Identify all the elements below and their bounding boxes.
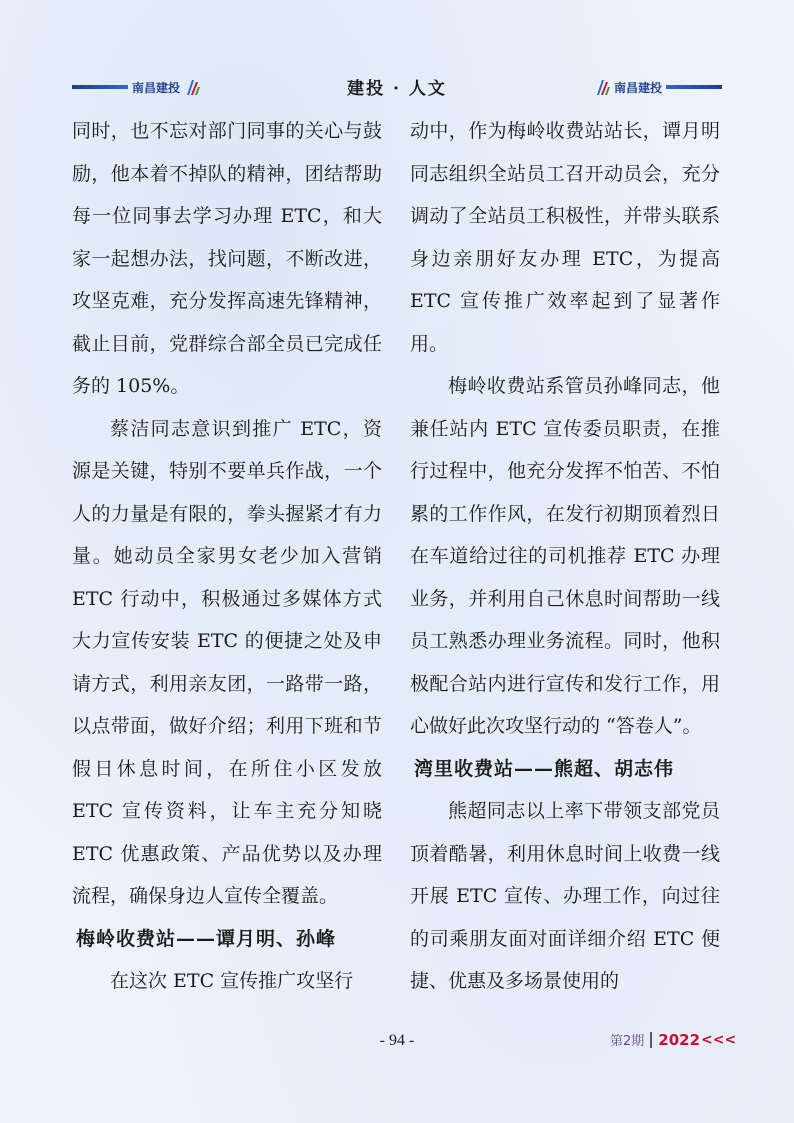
paragraph: 动中，作为梅岭收费站站长，谭月明同志组织全站员工召开动员会，充分调动了全站员工积极性，并带头联系身边亲朋好友办理 ETC，为提高 ETC 宣传推广效率起到了显著作用。 [410, 120, 720, 355]
section-title: 建投 · 人文 [347, 79, 447, 99]
brand-name-left: 南昌建投 [132, 80, 181, 95]
paragraph: 梅岭收费站系管员孙峰同志，他兼任站内 ETC 宣传委员职责，在推行过程中，他充分发挥不怕苦、不怕累的工作作风，在发行初期顶着烈日在车道给过往的司机推荐 ETC 办理业务，并利用自己休息时间帮助一线员工熟悉办理业务流程。同时，他积极配合站内进行宣传和发行工作，用心做好此次攻坚行动的 “答卷人”。 [410, 375, 720, 737]
issue-badge [610, 1030, 736, 1049]
paragraph: 同时，也不忘对部门同事的关心与鼓励，他本着不掉队的精神，团结帮助每一位同事去学习办理 ETC，和大家一起想办法，找问题，不断改进，攻坚克难，充分发挥高速先锋精神，截止目前，党群综合部全员已完成任务的 105%。 [72, 120, 382, 397]
issue-number: 第2期 [610, 1034, 645, 1049]
issue-divider [650, 1032, 652, 1048]
paragraph: 在这次 ETC 宣传推广攻坚行 [110, 970, 354, 992]
chevrons-icon: <<< [701, 1031, 737, 1048]
page-header [72, 72, 722, 106]
paragraph: 蔡洁同志意识到推广 ETC，资源是关键，特别不要单兵作战，一个人的力量是有限的，拳头握紧才有力量。她动员全家男女老少加入营销 ETC 行动中，积极通过多媒体方式大力宣传安装 ETC 的便捷之处及申请方式，利用亲友团，一路带一路，以点带面，做好介绍；利用下班和节假日休息时间，在所住小区发放 ETC 宣传资料，让车主充分知晓 ETC 优惠政策、产品优势以及办理流程，确保身边人宣传全覆盖。 [72, 417, 382, 907]
brand-bar-right [666, 85, 722, 89]
subheading: 湾里收费站——熊超、胡志伟 [414, 757, 675, 780]
issue-year: 2022 [658, 1030, 701, 1049]
brand-name-right: 南昌建投 [613, 80, 662, 95]
right-column [410, 110, 720, 1003]
left-column [72, 110, 382, 1003]
paragraph: 熊超同志以上率下带领支部党员顶着酷暑，利用休息时间上收费一线开展 ETC 宣传、办理工作，向过往的司乘朋友面对面详细介绍 ETC 便捷、优惠及多场景使用的 [410, 800, 720, 992]
brand-logo-icon [594, 78, 610, 96]
page-number: - 94 - [379, 1032, 415, 1049]
brand-right [594, 76, 722, 98]
subheading: 梅岭收费站——谭月明、孙峰 [76, 927, 337, 950]
